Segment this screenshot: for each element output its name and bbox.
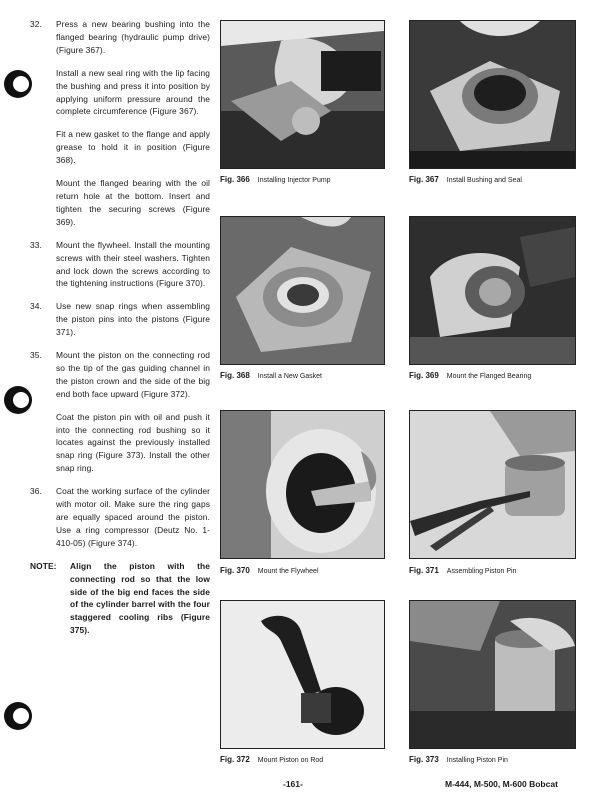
step-number: 32. <box>30 19 42 29</box>
figure-caption <box>220 371 322 380</box>
figure-number: Fig. 373 <box>409 755 439 764</box>
step-paragraph: Coat the piston pin with oil and push it into the connecting rod bushing so it locates against the previously installed snap ring (Figure 373). Install the other snap ring. <box>56 411 210 474</box>
step-paragraph: Install a new seal ring with the lip facing the bushing and press it into position by applying uniform pressure around the complete circumference (Figure 367). <box>56 67 210 117</box>
figure-title: Install Bushing and Seal <box>446 177 522 184</box>
figure-caption <box>220 175 331 184</box>
step-number: 34. <box>30 301 42 312</box>
photo-assembling-piston-pin <box>409 410 576 559</box>
photo-install-a-new-gasket <box>220 216 385 365</box>
figure-title: Mount Piston on Rod <box>257 757 324 764</box>
binder-hole <box>4 702 32 730</box>
figure-number: Fig. 369 <box>409 371 439 380</box>
step-paragraph: Fit a new gasket to the flange and apply grease to hold it in position (Figure 368). <box>56 129 210 166</box>
figure-number: Fig. 366 <box>220 175 250 184</box>
note-label: NOTE: <box>30 560 57 571</box>
figure-caption <box>409 566 516 575</box>
photo-install-bushing-and-seal <box>409 20 576 169</box>
figure-caption <box>409 371 531 380</box>
photo-mount-the-flywheel <box>220 410 385 559</box>
figure-title: Mount the Flanged Bearing <box>446 373 532 380</box>
note-paragraph: Align the piston with the connecting rod so that the low side of the big end faces the side of the cylinder barrel with the four staggered cooling ribs (Figure 375). <box>70 560 210 636</box>
figure-number: Fig. 367 <box>409 175 439 184</box>
step-35 <box>30 349 210 475</box>
step-paragraph: Mount the piston on the connecting rod so the tip of the gas guiding channel in the piston crown and the side of the big end both face upward (Figure 372). <box>56 350 210 399</box>
figure-caption <box>220 755 323 764</box>
note <box>30 560 210 637</box>
step-number: 36. <box>30 486 42 497</box>
step-number: 33. <box>30 239 42 250</box>
figure-caption <box>220 566 319 575</box>
photo-mount-piston-on-rod <box>220 600 385 749</box>
photo-installing-injector-pump <box>220 20 385 169</box>
page-number: -161- <box>283 779 303 789</box>
figure-number: Fig. 370 <box>220 566 250 575</box>
instructions-column <box>30 18 210 647</box>
figure-number: Fig. 371 <box>409 566 439 575</box>
step-number: 35. <box>30 350 42 361</box>
binder-hole <box>4 70 32 98</box>
photo-installing-piston-pin <box>409 600 576 749</box>
step-paragraph: Use new snap rings when assembling the piston pins into the pistons (Figure 371). <box>56 301 210 338</box>
figure-caption <box>409 175 522 184</box>
step-paragraph: Mount the flywheel. Install the mounting screws with their steel washers. Tighten and lock down the screws according to the tightening instructions (Figure 370). <box>56 239 210 289</box>
step-32 <box>30 18 210 229</box>
figure-title: Installing Injector Pump <box>257 177 331 184</box>
step-34 <box>30 300 210 339</box>
figure-number: Fig. 372 <box>220 755 250 764</box>
figure-caption <box>409 755 508 764</box>
figure-number: Fig. 368 <box>220 371 250 380</box>
step-paragraph: Mount the flanged bearing with the oil return hole at the bottom. Insert and tighten the securing screws (Figure 369). <box>56 178 210 227</box>
footer-model-title: M-444, M-500, M-600 Bobcat <box>445 779 558 789</box>
photo-mount-the-flanged-bearing <box>409 216 576 365</box>
figure-title: Install a New Gasket <box>257 373 322 380</box>
step-33 <box>30 239 210 291</box>
step-36 <box>30 485 210 550</box>
figure-title: Mount the Flywheel <box>257 568 319 575</box>
step-paragraph: Coat the working surface of the cylinder with motor oil. Make sure the ring gaps are equally spaced around the piston. Use a ring compressor (Deutz No. 1-410-05) (Figure 374). <box>56 486 210 548</box>
step-paragraph: Press a new bearing bushing into the flanged bearing (hydraulic pump drive) (Figure 367). <box>56 19 210 55</box>
figure-title: Installing Piston Pin <box>446 757 508 764</box>
binder-hole <box>4 386 32 414</box>
figure-title: Assembling Piston Pin <box>446 568 517 575</box>
